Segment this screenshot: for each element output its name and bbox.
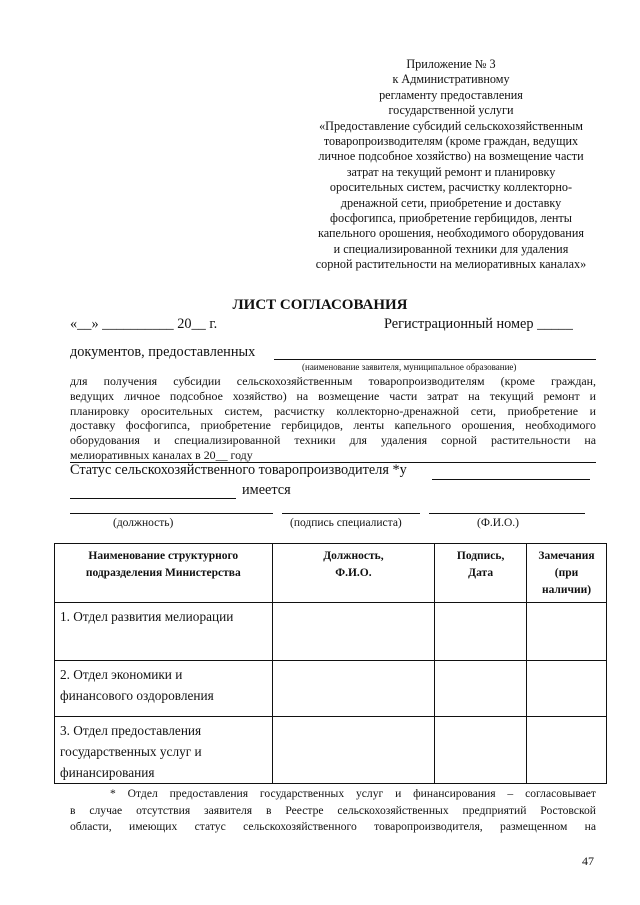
position-line [70,513,273,514]
documents-label: документов, предоставленных [70,344,256,360]
signature-date-cell[interactable] [435,661,527,717]
signature-date-cell[interactable] [435,717,527,784]
applicant-field-hint: (наименование заявителя, муниципальное образование) [302,362,517,372]
appendix-line: личное подсобное хозяйство) на возмещение части [318,149,584,164]
appendix-line: «Предоставление субсидий сельскохозяйственным [319,118,583,133]
appendix-line: сорной растительности на мелиоративных каналах» [315,257,587,272]
position-name-cell[interactable] [272,717,435,784]
purpose-line: ведущих личное подсобное хозяйство) на возмещение части затрат на текущий ремонт и [70,388,596,403]
footnote-line: области, имеющих статус сельскохозяйственного товаропроизводителя, размещенном на [70,820,596,833]
signature-caption: (подпись специалиста) [290,517,402,529]
purpose-last-line: мелиоративных каналах в 20__ году [70,447,253,462]
appendix-line: дренажной сети, приобретение и доставку [340,195,562,210]
position-name-cell[interactable] [272,603,435,661]
document-title: ЛИСТ СОГЛАСОВАНИЯ [232,297,408,313]
appendix-header [298,57,604,273]
table-row [55,661,607,717]
name-caption: (Ф.И.О.) [477,517,519,529]
purpose-line: доставку фосфогипса, приобретение гербицидов, ленты капельного орошения, необходимого [70,418,596,433]
footnote-line: в случае отсутствия заявителя в Реестре сельскохозяйственных предприятий Ростовской [70,803,596,817]
purpose-line: оборудования и специализированной техники для удаления сорной растительности на [70,433,596,448]
remarks-cell[interactable] [527,603,607,661]
approval-table [54,543,607,784]
appendix-line: затрат на текущий ремонт и планировку [346,164,556,179]
appendix-line: к Административному [392,72,510,87]
purpose-line: планировку оросительных систем, расчистку коллекторно-дренажной сети, приобретение и [70,403,596,418]
remarks-cell[interactable] [527,717,607,784]
appendix-line: и специализированной техники для удаления [333,241,569,256]
appendix-line: товаропроизводителям (кроме граждан, ведущих [323,134,579,149]
applicant-field-line [274,359,596,360]
department-cell: 3. Отдел предоставления государственных услуг и финансирования [55,717,273,784]
registration-number: Регистрационный номер _____ [384,316,573,332]
position-caption: (должность) [113,517,174,529]
table-header-row [55,544,607,603]
name-line [429,513,585,514]
appendix-line: Приложение № 3 [406,57,496,71]
appendix-line: капельного орошения, необходимого оборудования [318,226,584,241]
footnote-line: * Отдел предоставления государственных услуг и финансирования – согласовывает [110,787,596,800]
status-label: Статус сельскохозяйственного товаропроизводителя *у [70,462,407,478]
header-position-name: Должность, Ф.И.О. [272,544,435,603]
table-row [55,717,607,784]
appendix-line: фосфогипса, приобретение гербицидов, ленты [330,211,572,226]
page-number: 47 [582,854,594,868]
position-name-cell[interactable] [272,661,435,717]
signature-date-cell[interactable] [435,603,527,661]
appendix-line: государственной услуги [388,103,514,118]
footnote [70,786,596,836]
status-field-line-2 [70,498,236,499]
header-signature-date: Подпись, Дата [435,544,527,603]
remarks-cell[interactable] [527,661,607,717]
department-cell: 1. Отдел развития мелиорации [55,603,273,661]
status-field-line [432,479,590,480]
appendix-line: оросительных систем, расчистку коллекторно- [329,180,573,195]
signature-line [282,513,420,514]
table-row [55,603,607,661]
status-continuation: имеется [242,482,291,498]
purpose-line: для получения субсидии сельскохозяйственным товаропроизводителям (кроме граждан, [70,374,596,388]
date-line: «__» __________ 20__ г. [70,316,218,332]
department-cell: 2. Отдел экономики и финансового оздоровления [55,661,273,717]
purpose-paragraph [70,374,596,463]
appendix-line: регламенту предоставления [379,87,523,102]
header-department: Наименование структурного подразделения Министерства [55,544,273,603]
header-remarks: Замечания (при наличии) [527,544,607,603]
